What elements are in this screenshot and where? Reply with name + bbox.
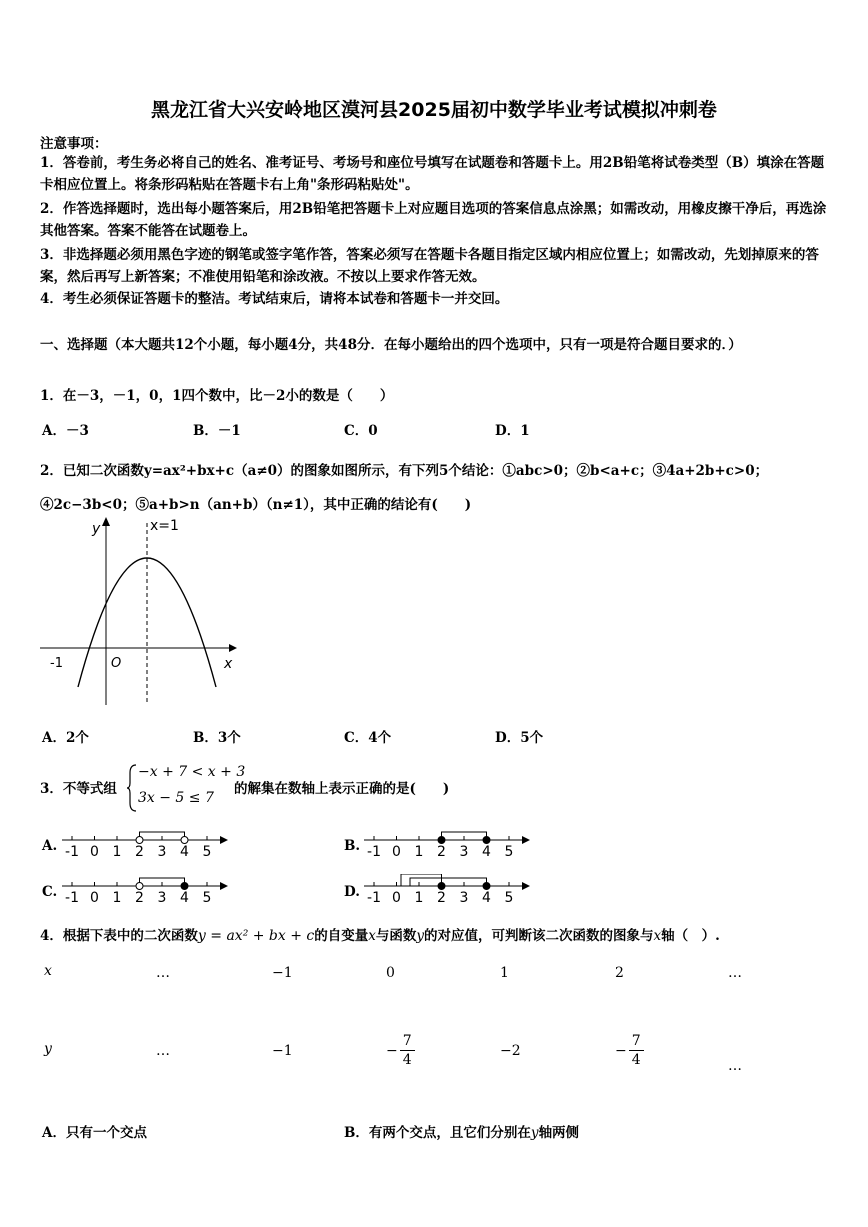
- tick-label: 5: [202, 890, 212, 906]
- q3-option-b: B.: [344, 838, 361, 854]
- y-axis-label: y: [92, 521, 101, 537]
- numberline-b: [364, 828, 536, 864]
- q4-option-a: A．只有一个交点: [42, 1125, 147, 1141]
- number-line-arrow: [522, 836, 530, 844]
- origin-label: O: [111, 656, 122, 671]
- y-axis-arrow: [102, 517, 110, 526]
- tick-label: 4: [180, 844, 189, 860]
- table-y-cell: −1: [272, 1043, 293, 1059]
- page-title: 黑龙江省大兴安岭地区漠河县2025届初中数学毕业考试模拟冲刺卷: [151, 99, 717, 121]
- q1-option-d: D．1: [495, 423, 530, 439]
- symmetry-axis-label: x=1: [150, 518, 179, 534]
- q4-option-b-var: y: [530, 1125, 539, 1141]
- table-x-cell: 1: [500, 965, 509, 981]
- q2-option-b: B．3个: [193, 730, 241, 746]
- table-y-cell-fraction: [615, 1032, 644, 1069]
- q4-var-y: y: [416, 928, 425, 944]
- tick-label: -1: [65, 890, 79, 906]
- tick-label: 2: [437, 890, 446, 906]
- notice-heading: 注意事项：: [40, 136, 108, 152]
- fraction: [629, 1032, 644, 1069]
- tick-label: 5: [504, 844, 514, 860]
- question-3-stem-suffix: 的解集在数轴上表示正确的是( ): [234, 781, 450, 797]
- q4-stem-mid3: 的对应值，可判断该二次函数的图象与: [424, 928, 654, 944]
- solution-bracket: [401, 874, 442, 886]
- q4-stem-prefix: 4．根据下表中的二次函数: [40, 928, 198, 944]
- question-4-stem: [40, 924, 720, 948]
- notice-item-4: 4．考生必须保证答题卡的整洁。考试结束后，请将本试卷和答题卡一并交回。: [40, 291, 509, 307]
- tick-label: 3: [157, 844, 167, 860]
- q1-option-b: B．－1: [193, 423, 241, 439]
- inequality-1: −x + 7 < x + 3: [138, 764, 246, 780]
- notice-item-3: 3．非选择题必须用黑色字迹的钢笔或签字笔作答，答案必须写在答题卡各题目指定区域内相应位置上；如需改动，先划掉原来的答案，然后再写上新答案；不准使用铅笔和涂改液。不按以上要求作答无效。: [40, 247, 819, 285]
- number-line-arrow: [522, 882, 530, 890]
- q4-function: y = ax² + bx + c: [197, 928, 315, 944]
- closed-point: [483, 837, 490, 844]
- q4-option-b-text: B．有两个交点，且它们分别在: [344, 1125, 531, 1141]
- closed-point: [181, 883, 188, 890]
- tick-label: 3: [459, 844, 469, 860]
- tick-label: 0: [392, 890, 401, 906]
- open-point: [181, 837, 188, 844]
- q3-option-a: A.: [42, 838, 58, 854]
- tick-label: 4: [180, 890, 189, 906]
- question-2-stem: 2．已知二次函数y=ax²+bx+c（a≠0）的图象如图所示，有下列5个结论：①abc>0；②b<a+c；③4a+2b+c>0；④2c−3b<0；⑤a+b>n（an+b）（n≠1），其中正确的结论有( ): [40, 463, 769, 513]
- numberline-d: [364, 874, 536, 910]
- tick-label: 1: [112, 844, 122, 860]
- closed-point: [438, 883, 445, 890]
- tick-label: 2: [135, 844, 144, 860]
- table-x-label: x: [44, 963, 52, 979]
- table-y-cell: …: [156, 1043, 170, 1059]
- system-brace: [126, 763, 138, 813]
- q4-option-b: [344, 1121, 579, 1145]
- tick-label: -1: [367, 890, 381, 906]
- fraction-numerator: 7: [400, 1032, 415, 1051]
- table-x-cell: 0: [386, 965, 395, 981]
- q4-option-b-suffix: 轴两侧: [538, 1125, 580, 1141]
- q2-option-a: A．2个: [42, 730, 89, 746]
- number-line-arrow: [220, 882, 228, 890]
- parabola-graph: [40, 515, 240, 710]
- q4-stem-mid1: 的自变量: [314, 928, 369, 944]
- x-axis-label: x: [224, 656, 233, 672]
- tick-minus-one: -1: [50, 656, 63, 671]
- table-y-cell-fraction: [386, 1032, 415, 1069]
- tick-label: 5: [202, 844, 212, 860]
- q4-var-x2: x: [653, 928, 662, 944]
- q3-option-d: D.: [344, 884, 360, 900]
- table-x-cell: −1: [272, 965, 293, 981]
- tick-label: 4: [482, 844, 491, 860]
- tick-label: -1: [367, 844, 381, 860]
- q4-stem-mid2: 与函数: [375, 928, 417, 944]
- numberline-a: [62, 828, 234, 864]
- question-1-stem: 1．在－3，－1，0，1四个数中，比－2小的数是（ ）: [40, 388, 394, 404]
- closed-point: [483, 883, 490, 890]
- q2-option-d: D．5个: [495, 730, 544, 746]
- tick-label: 4: [482, 890, 491, 906]
- tick-label: 1: [414, 844, 424, 860]
- tick-label: 0: [392, 844, 401, 860]
- fraction-denominator: 4: [402, 1052, 412, 1068]
- tick-label: 0: [90, 890, 99, 906]
- q4-var-x: x: [368, 928, 376, 944]
- tick-label: 5: [504, 890, 514, 906]
- open-point: [136, 883, 143, 890]
- tick-label: 3: [459, 890, 469, 906]
- tick-label: 2: [437, 844, 446, 860]
- fraction: [400, 1032, 415, 1069]
- table-x-cell: …: [728, 965, 742, 981]
- tick-label: -1: [65, 844, 79, 860]
- table-y-cell: …: [728, 1058, 742, 1074]
- fraction-denominator: 4: [631, 1052, 641, 1068]
- fraction-numerator: 7: [629, 1032, 644, 1051]
- tick-label: 0: [90, 844, 99, 860]
- q1-option-a: A．－3: [42, 423, 89, 439]
- table-y-cell: −2: [500, 1043, 521, 1059]
- number-line-arrow: [220, 836, 228, 844]
- minus-sign: −: [615, 1042, 627, 1059]
- minus-sign: −: [386, 1042, 398, 1059]
- question-3-stem-prefix: 3．不等式组: [40, 781, 117, 797]
- numberline-c: [62, 874, 234, 910]
- closed-point: [438, 837, 445, 844]
- table-x-cell: 2: [615, 965, 624, 981]
- tick-label: 2: [135, 890, 144, 906]
- tick-label: 1: [414, 890, 424, 906]
- table-y-label: y: [44, 1041, 52, 1057]
- open-point: [136, 837, 143, 844]
- x-axis-arrow: [229, 644, 237, 652]
- notice-item-1: 1．答卷前，考生务必将自己的姓名、准考证号、考场号和座位号填写在试题卷和答题卡上。用2B铅笔将试卷类型（B）填涂在答题卡相应位置上。将条形码粘贴在答题卡右上角"条形码粘贴处"。: [40, 155, 825, 193]
- q1-option-c: C．0: [344, 423, 378, 439]
- table-x-cell: …: [156, 965, 170, 981]
- tick-label: 1: [112, 890, 122, 906]
- q2-option-c: C．4个: [344, 730, 392, 746]
- q3-option-c: C.: [42, 884, 58, 900]
- solution-bracket: [410, 878, 487, 886]
- section-heading: 一、选择题（本大题共12个小题，每小题4分，共48分．在每小题给出的四个选项中，只有一项是符合题目要求的．）: [40, 337, 742, 353]
- q4-stem-suffix: 轴（ ）.: [661, 928, 720, 944]
- notice-item-2: 2．作答选择题时，选出每小题答案后，用2B铅笔把答题卡上对应题目选项的答案信息点涂黑；如需改动，用橡皮擦干净后，再选涂其他答案。答案不能答在试题卷上。: [40, 201, 827, 239]
- inequality-2: 3x − 5 ≤ 7: [138, 790, 214, 806]
- tick-label: 3: [157, 890, 167, 906]
